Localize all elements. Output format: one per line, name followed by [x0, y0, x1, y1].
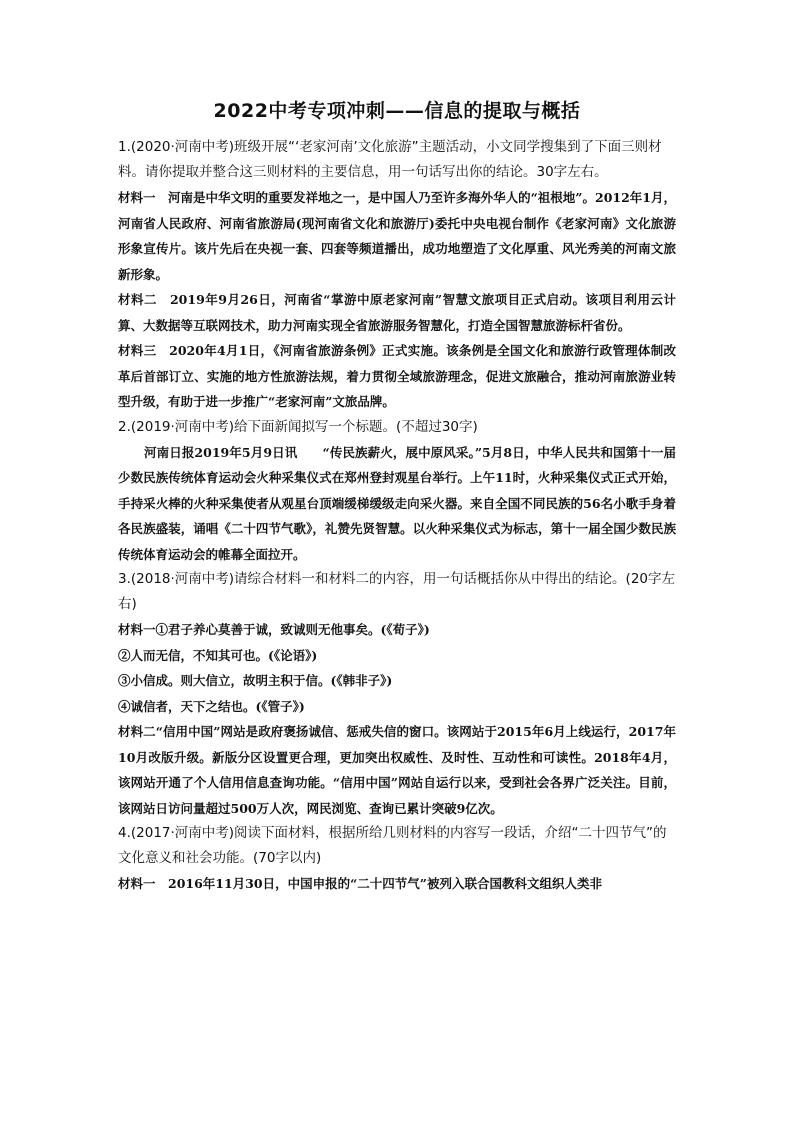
- document-page: [118, 96, 676, 897]
- question-3-prompt: 3.(2018·河南中考)请综合材料一和材料二的内容，用一句话概括你从中得出的结论。(20字左右): [118, 571, 676, 612]
- question-3-material-1-line-1: 材料一①君子养心莫善于诚，致诚则无他事矣。(《荀子》): [118, 622, 430, 637]
- question-4-material-1: 材料一 2016年11月30日，中国申报的“二十四节气”被列入联合国教科文组织人类非: [118, 876, 602, 891]
- document-title: 2022中考专项冲刺——信息的提取与概括: [213, 100, 581, 122]
- question-3-material-1-line-2: ②人而无信，不知其可也。(《论语》): [118, 647, 318, 663]
- question-1-material-2: 材料二 2019年9月26日，河南省“掌游中原老家河南”智慧文旅项目正式启动。该项目利用云计算、大数据等互联网技术，助力河南实现全省旅游服务智慧化，打造全国智慧旅游标杆省份。: [118, 292, 676, 333]
- question-3-material-1-line-4: ④诚信者，天下之结也。(《管子》): [118, 698, 305, 714]
- question-1-material-1: 材料一 河南是中华文明的重要发祥地之一，是中国人乃至许多海外华人的“祖根地”。2012年1月，河南省人民政府、河南省旅游局(现河南省文化和旅游厅)委托中央电视台制作《老家河南》文化旅游形象宣传片。该片先后在央视一套、四套等频道播出，成功地塑造了文化厚重、风光秀美的河南文旅新形象。: [118, 190, 676, 282]
- question-4-prompt: 4.(2017·河南中考)阅读下面材料，根据所给几则材料的内容写一段话，介绍“二十四节气”的文化意义和社会功能。(70字以内): [118, 825, 667, 866]
- question-1-prompt: 1.(2020·河南中考)班级开展“‘老家河南’文化旅游”主题活动，小文同学搜集到了下面三则材料。请你提取并整合这三则材料的主要信息，用一句话写出你的结论。30字左右。: [118, 139, 662, 180]
- question-1-material-3: 材料三 2020年4月1日，《河南省旅游条例》正式实施。该条例是全国文化和旅游行政管理体制改革后首部订立、实施的地方性旅游法规，着力贯彻全域旅游理念，促进文旅融合，推动河南旅游业转型升级，有助于进一步推广“老家河南”文旅品牌。: [118, 343, 676, 409]
- question-3-material-1-line-3: ③小信成。则大信立，故明主积于信。(《韩非子》): [118, 673, 393, 688]
- question-2-prompt: 2.(2019·河南中考)给下面新闻拟写一个标题。(不超过30字): [118, 418, 478, 435]
- question-2-news: 河南日报2019年5月9日讯 “传民族薪火，展中原风采。”5月8日，中华人民共和国第十一届少数民族传统体育运动会火种采集仪式在郑州登封观星台举行。上午11时，火种采集仪式正式开始，手持采火棒的火种采集使者从观星台顶端缓梯缓级走向采火器。来自全国不同民族的56名小歌手身着各民族盛装，诵唱《二十四节气歌》，礼赞先贤智慧。以火种采集仪式为标志，第十一届全国少数民族传统体育运动会的帷幕全面拉开。: [118, 444, 676, 562]
- question-3-material-2: 材料二“信用中国”网站是政府褒扬诚信、惩戒失信的窗口。该网站于2015年6月上线运行，2017年10月改版升级。新版分区设置更合理，更加突出权威性、及时性、互动性和可读性。2018年4月，该网站开通了个人信用信息查询功能。“信用中国”网站自运行以来，受到社会各界广泛关注。目前，该网站日访问量超过500万人次，网民浏览、查询已累计突破9亿次。: [118, 724, 676, 816]
